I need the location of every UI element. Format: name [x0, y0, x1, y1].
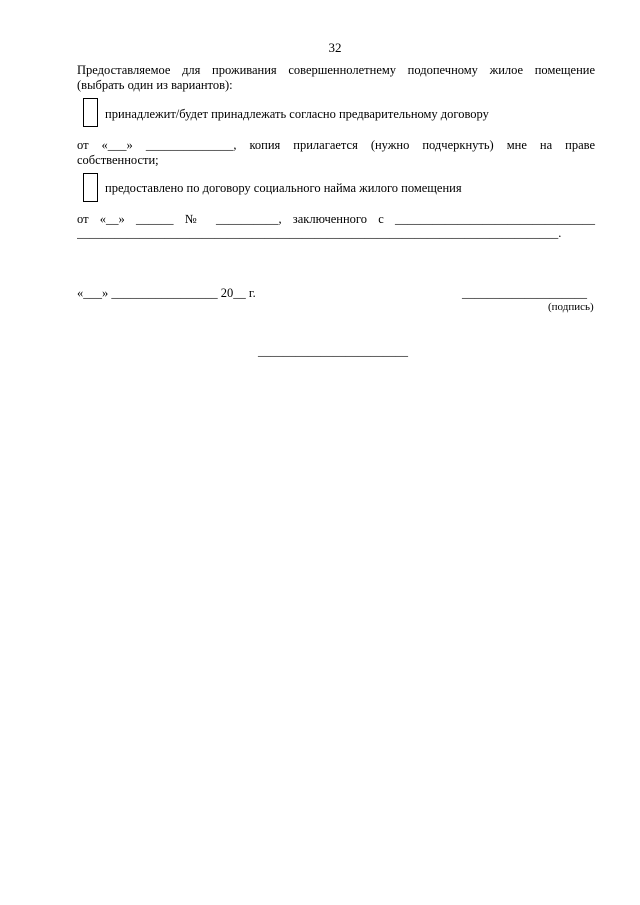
date-field[interactable]: «___» _________________ 20__ г.	[77, 286, 256, 300]
option-owned-checkbox[interactable]	[83, 98, 98, 127]
signature-line[interactable]: ____________________	[462, 286, 587, 300]
option-social-rent-checkbox[interactable]	[83, 173, 98, 202]
option-social-rent-details-line1: от «__» ______ № __________, заключенного с ________________________________	[77, 212, 595, 226]
intro-text-line1: Предоставляемое для проживания совершеннолетнему подопечному жилое помещение	[77, 63, 595, 77]
intro-text-line2: (выбрать один из вариантов):	[77, 78, 233, 92]
page-number: 32	[328, 40, 342, 55]
option-owned-details-line2: собственности;	[77, 153, 159, 167]
option-owned-label: принадлежит/будет принадлежать согласно предварительному договору	[105, 107, 489, 121]
separator-line: ________________________	[258, 344, 408, 358]
option-social-rent-label: предоставлено по договору социального найма жилого помещения	[105, 181, 462, 195]
signature-label: (подпись)	[548, 301, 594, 313]
option-owned-details-line1: от «___» ______________, копия прилагается (нужно подчеркнуть) мне на праве	[77, 138, 595, 152]
option-social-rent-details-line2: _____________________________________________________________________________.	[77, 226, 562, 240]
